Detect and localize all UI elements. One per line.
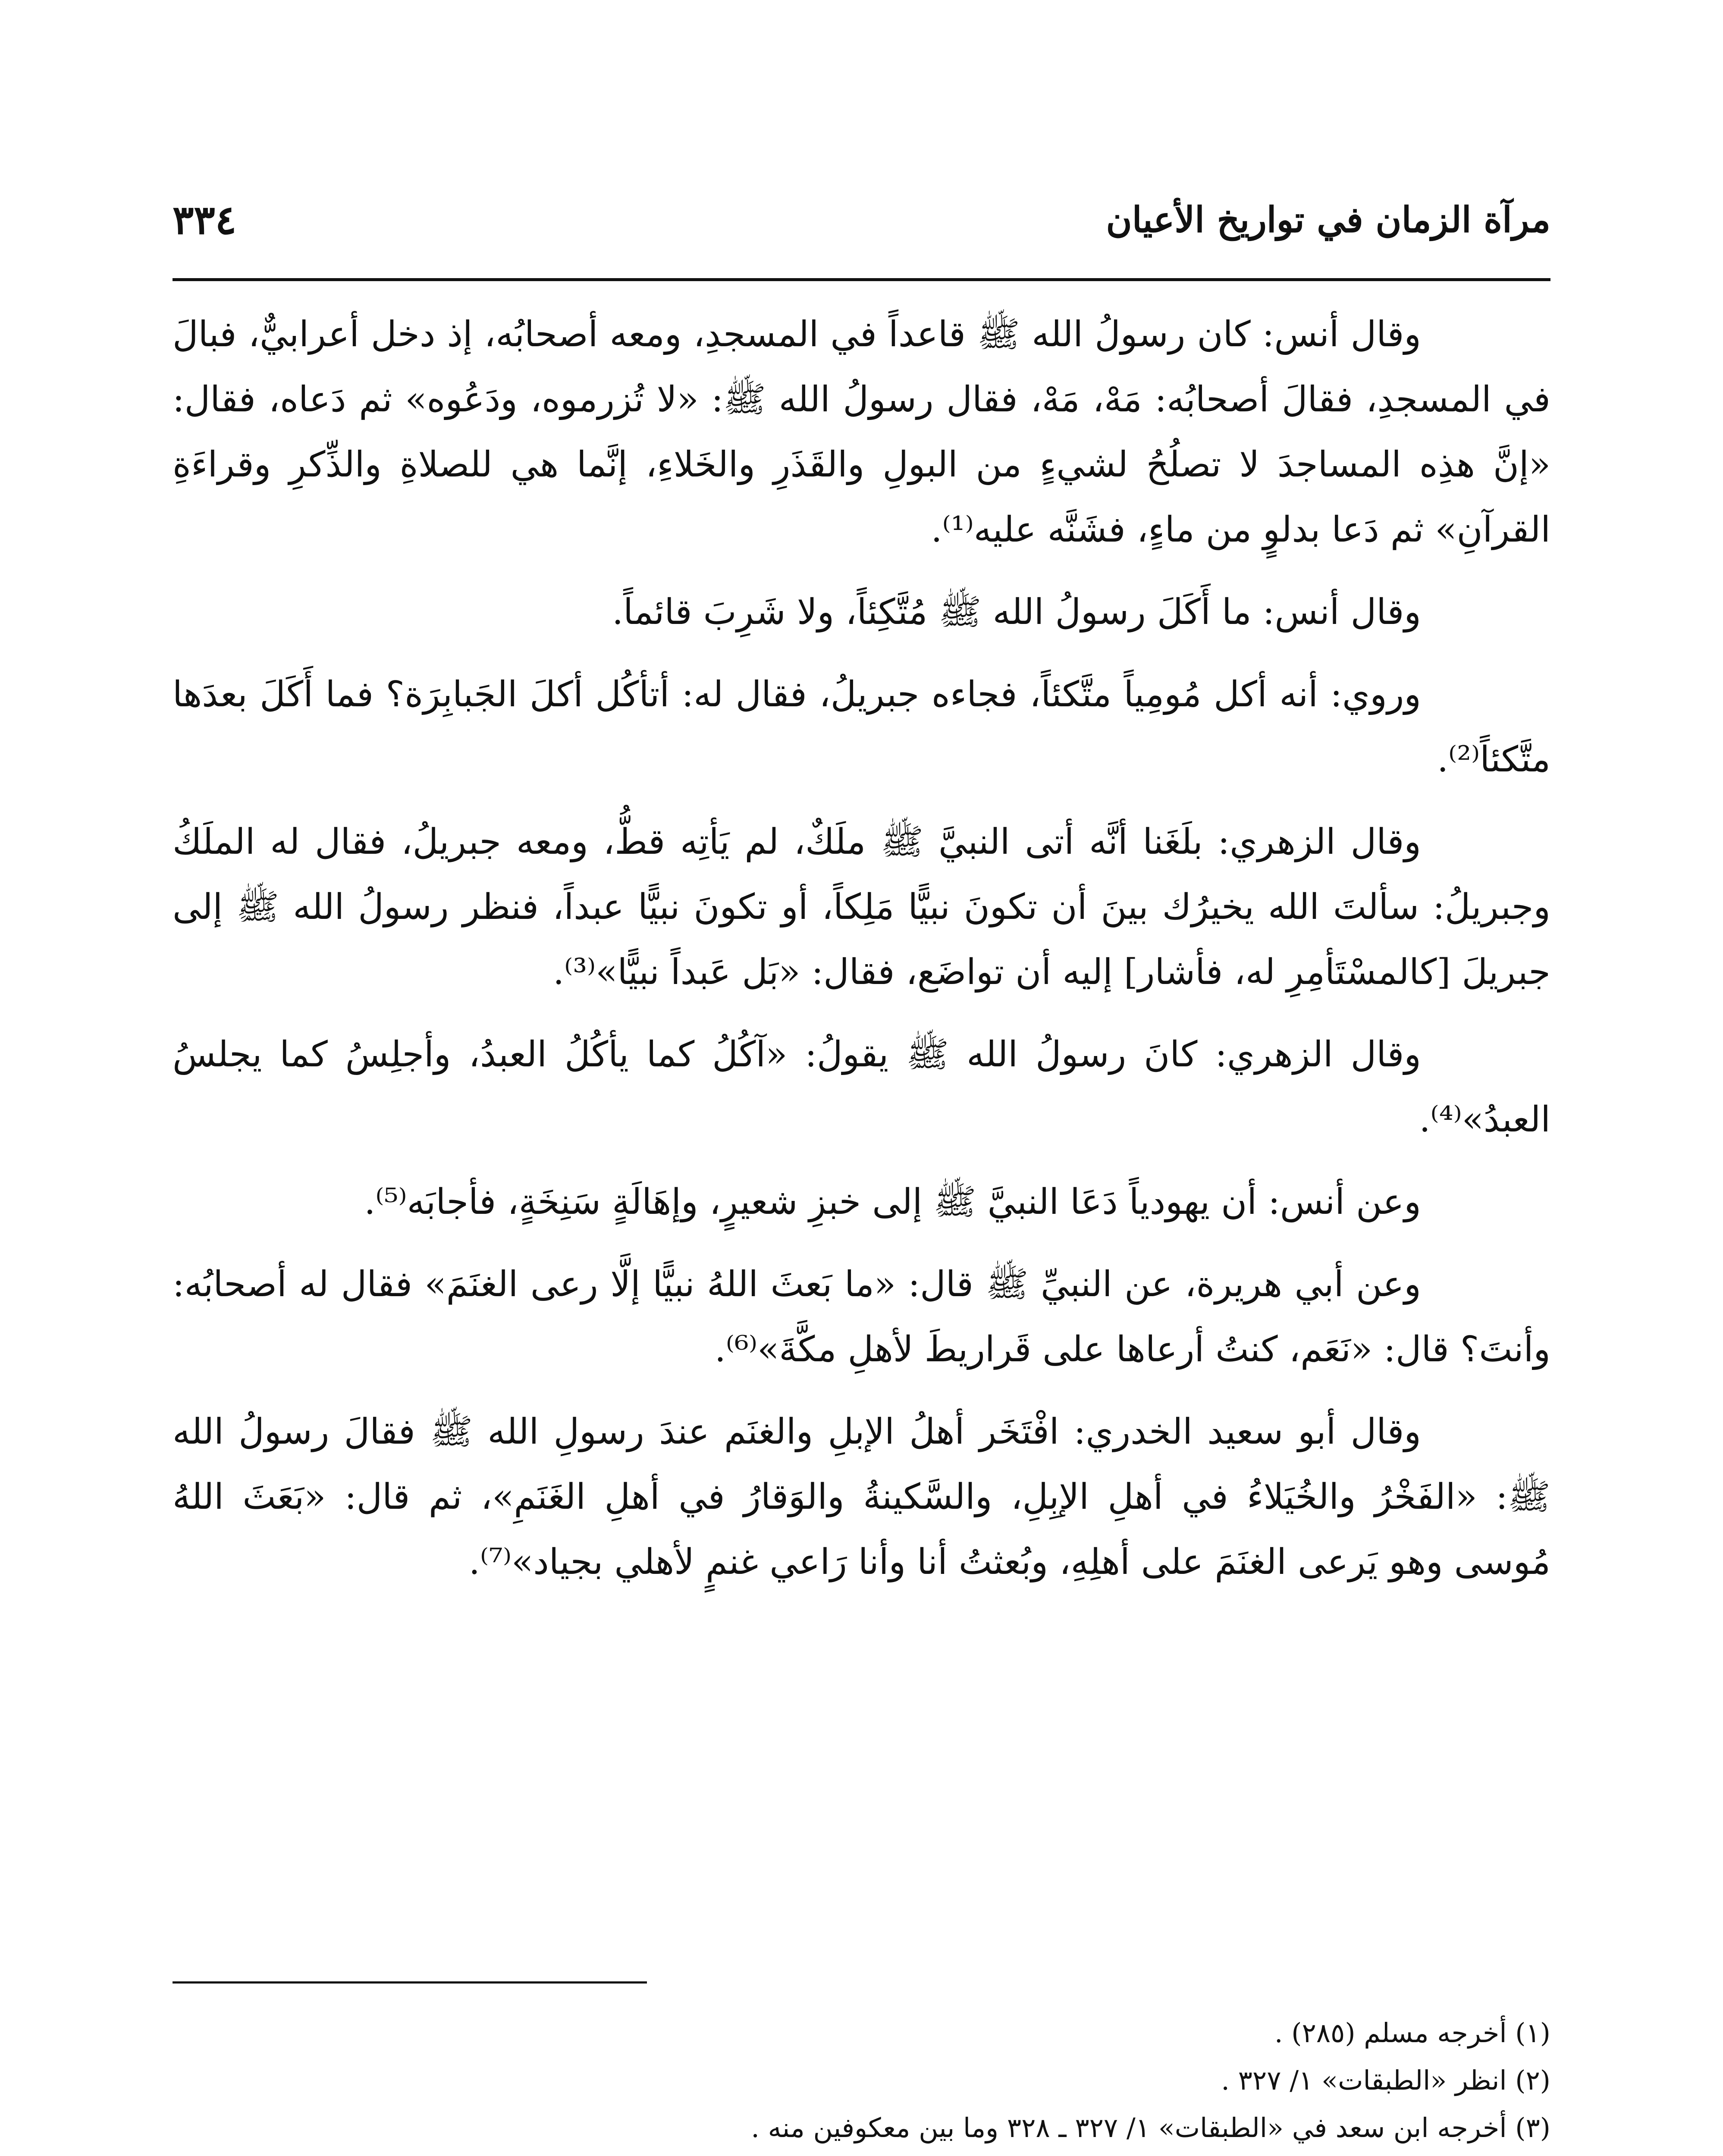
paragraph: وقال أنس: كان رسولُ الله ﷺ قاعداً في المسجدِ، ومعه أصحابُه، إذ دخل أعرابيٌّ، فبالَ في المسجدِ، فقالَ أصحابُه: مَهْ، مَهْ، فقال رسولُ الله ﷺ: «لا تُزرموه، ودَعُوه» ثم دَعاه، فقال: «إنَّ هذِه المساجدَ لا تصلُحُ لشيءٍ من البولِ والقَذَرِ والخَلاءِ، إنَّما هي للصلاةِ والذِّكرِ وقراءَةِ القرآنِ» ثم دَعا بدلوٍ من ماءٍ، فشَنَّه عليه⁽¹⁾.: [173, 314, 1550, 550]
book-title: مرآة الزمان في تواريخ الأعيان: [1106, 199, 1550, 241]
footnote: (٣) أخرجه ابن سعد في «الطبقات» ١/ ٣٢٧ ـ ٣٢٨ وما بين معكوفين منه .: [751, 2112, 1550, 2143]
main-text: [173, 302, 1550, 1962]
paragraph: وقال الزهري: بلَغَنا أنَّه أتى النبيَّ ﷺ ملَكٌ، لم يَأتِه قطُّ، ومعه جبريلُ، فقال له الملَكُ وجبريلُ: سألتَ الله يخيرُك بينَ أن تكونَ نبيًّا مَلِكاً، أو تكونَ نبيًّا عبداً، فنظر رسولُ الله ﷺ إلى جبريلَ [كالمسْتَأمِرِ له، فأشار] إليه أن تواضَع، فقال: «بَل عَبداً نبيًّا»⁽³⁾.: [173, 821, 1550, 993]
footnote: [173, 2152, 1550, 2156]
paragraph: وعن أبي هريرة، عن النبيِّ ﷺ قال: «ما بَعثَ اللهُ نبيًّا إلَّا رعى الغنَمَ» فقال له أصحابُه: وأنتَ؟ قال: «نَعَم، كنتُ أرعاها على قَراريطَ لأهلِ مكَّةَ»⁽⁶⁾.: [173, 1264, 1550, 1370]
paragraph: وقال أبو سعيد الخدري: افْتَخَر أهلُ الإبلِ والغنَم عندَ رسولِ الله ﷺ فقالَ رسولُ الله ﷺ: «الفَخْرُ والخُيَلاءُ في أهلِ الإبِلِ، والسَّكينةُ والوَقارُ في أهلِ الغَنَمِ»، ثم قال: «بَعَثَ اللهُ مُوسى وهو يَرعى الغنَمَ على أهلِهِ، وبُعثتُ أنا وأنا رَاعي غنمٍ لأهلي بجياد»⁽⁷⁾.: [173, 1411, 1550, 1583]
paragraph: وقال الزهري: كانَ رسولُ الله ﷺ يقولُ: «آكُلُ كما يأكُلُ العبدُ، وأجلِسُ كما يجلسُ العبدُ»⁽⁴⁾.: [173, 1034, 1550, 1140]
page-number: ٣٣٤: [173, 197, 237, 243]
footnote: (١) أخرجه مسلم (٢٨٥) .: [1274, 2017, 1550, 2049]
footnotes: [173, 2009, 1550, 2156]
footnote-divider: [173, 1981, 647, 1984]
paragraph: وروي: أنه أكل مُومِياً متَّكئاً، فجاءه جبريلُ، فقال له: أتأكُل أكلَ الجَبابِرَة؟ فما أَكَلَ بعدَها متَّكئاً⁽²⁾.: [173, 674, 1550, 780]
paragraph: وقال أنس: ما أَكَلَ رسولُ الله ﷺ مُتَّكِئاً، ولا شَرِبَ قائماً.: [612, 592, 1421, 633]
footnote: (٢) انظر «الطبقات» ١/ ٣٢٧ .: [1221, 2065, 1550, 2096]
running-header: [173, 190, 1550, 254]
header-divider: [173, 278, 1550, 281]
paragraph: وعن أنس: أن يهودياً دَعَا النبيَّ ﷺ إلى خبزِ شعيرٍ، وإهَالَةٍ سَنِخَةٍ، فأجابَه⁽⁵⁾.: [364, 1181, 1421, 1222]
